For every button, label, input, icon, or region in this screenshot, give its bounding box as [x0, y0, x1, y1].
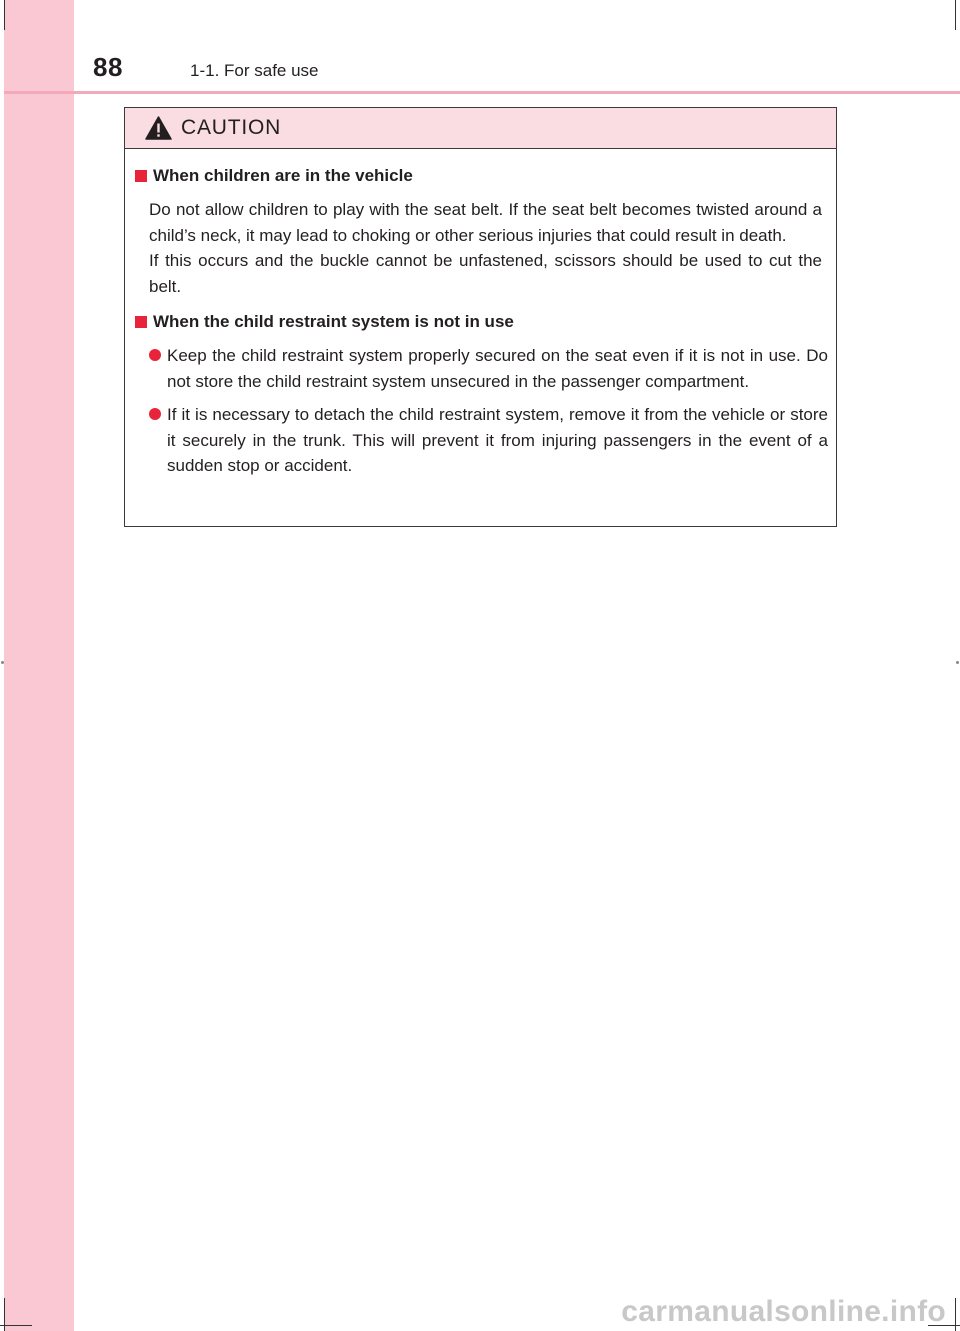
list-item-text: If it is necessary to detach the child restraint system, remove it from the vehicle or store it securely in the trunk. This will prevent it from injuring passengers in the event of a sudden stop or accident.: [167, 405, 828, 475]
crop-mark: [4, 1298, 5, 1331]
page-header: [0, 48, 960, 92]
red-dot-bullet-icon: [149, 408, 161, 420]
registration-dot: [1, 661, 4, 664]
red-dot-bullet-icon: [149, 349, 161, 361]
page-number: 88: [93, 52, 123, 82]
caution-header: [125, 108, 836, 149]
section-heading-text: When the child restraint system is not in use: [153, 312, 514, 331]
section-title: 1-1. For safe use: [190, 61, 319, 80]
caution-box: [124, 107, 837, 527]
registration-dot: [956, 661, 959, 664]
red-square-bullet-icon: [135, 170, 147, 182]
warning-triangle-icon: [145, 116, 172, 140]
red-square-bullet-icon: [135, 316, 147, 328]
section-heading: [133, 311, 828, 333]
caution-title: CAUTION: [181, 116, 282, 139]
list-item: [149, 343, 828, 394]
crop-mark: [4, 0, 5, 30]
crop-mark: [955, 0, 956, 30]
section-heading: [133, 165, 828, 187]
list-item-text: Keep the child restraint system properly secured on the seat even if it is not in use. Do not store the child restraint system unsecured in the passenger compartment.: [167, 346, 828, 391]
paragraph: If this occurs and the buckle cannot be unfastened, scissors should be used to cut the belt.: [149, 251, 822, 296]
paragraph: Do not allow children to play with the seat belt. If the seat belt becomes twisted around a child’s neck, it may lead to choking or other serious injuries that could result in death.: [149, 200, 822, 245]
watermark: carmanualsonline.info: [621, 1295, 946, 1328]
crop-mark: [955, 1298, 956, 1331]
caution-body: [125, 149, 836, 479]
list-item: [149, 402, 828, 479]
section-heading-text: When children are in the vehicle: [153, 166, 413, 185]
side-color-band: [4, 0, 74, 1331]
header-rule: [4, 91, 960, 94]
